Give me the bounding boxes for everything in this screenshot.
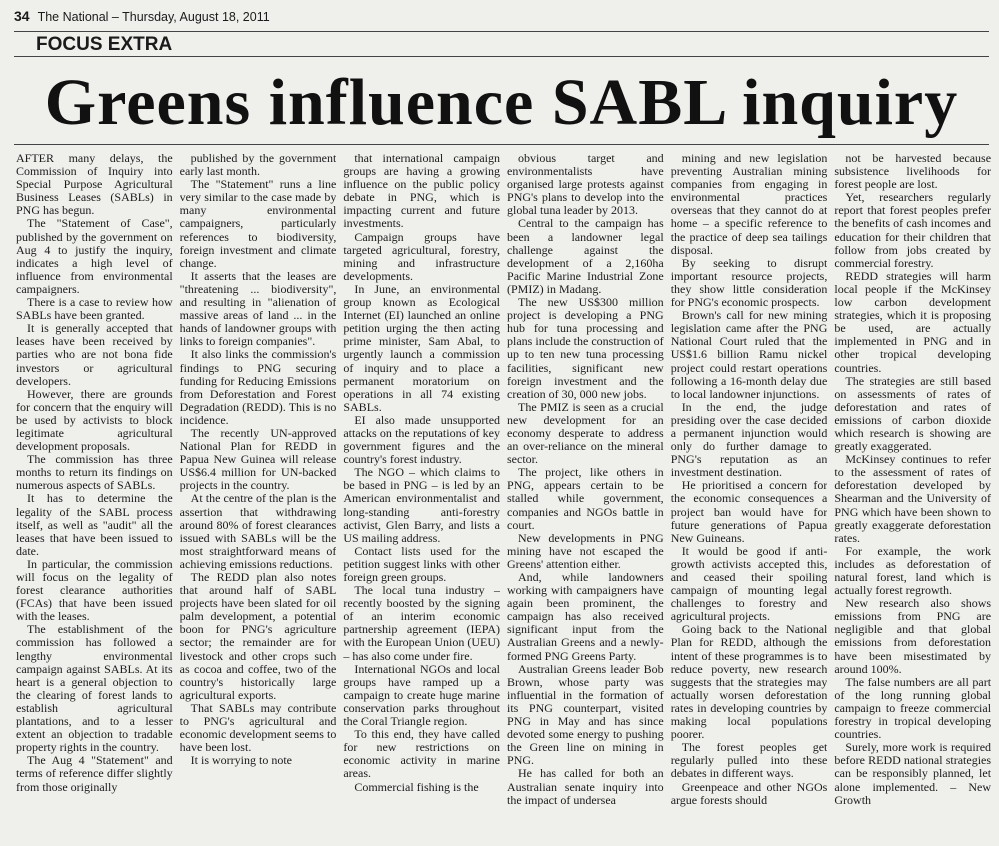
article-paragraph: It also links the commission's findings to PNG securing funding for Reducing Emissions from Deforestation and Forest Degradation (REDD). This is no incidence. [179, 347, 337, 427]
article-paragraph: Commercial fishing is the [354, 779, 479, 794]
article-paragraph: However, there are grounds for concern that the enquiry will be used by activists to block legitimate agricultural development proposals. [16, 386, 173, 454]
article-paragraph: The "Statement" runs a line very similar to the case made by many environmental campaigners, particularly references to biodiversity, foreign investment and climate change. [179, 177, 337, 270]
article-paragraph: At the centre of the plan is the assertion that withdrawing around 80% of forest clearances issued with SABLs will be the most straightforward means of achieving emissions reductions. [179, 491, 337, 571]
article-paragraph: He has called for both an Australian senate inquiry into the impact of undersea [507, 766, 664, 807]
article-paragraph: Australian Greens leader Bob Brown, whose party was influential in the formation of its PNG counterpart, visited PNG in May and has since devoted some energy to pushing the Green line on mining in PNG. [507, 661, 664, 768]
article-paragraph: In June, an environmental group known as Ecological Internet (EI) launched an online petition urging the then acting prime minister, Sam Abal, to urgently launch a commission of inquiry and to place a permanent moratorium on operations in all 74 existing SABLs. [343, 281, 501, 414]
article-paragraph: The new US$300 million project is developing a PNG hub for tuna processing and plans include the construction of up to ten new tuna processing facilities, significant new foreign investment and the creation of 30, 000 new jobs. [507, 295, 664, 401]
article-paragraph: Campaign groups have targeted agricultural, forestry, mining and infrastructure developments. [343, 229, 501, 283]
article-paragraph: The strategies are still based on assessments of rates of deforestation and rates of emissions of carbon dioxide which research is showing are greatly exaggerated. [834, 373, 992, 454]
publication-line: The National – Thursday, August 18, 2011 [37, 10, 270, 24]
article-paragraph: Going back to the National Plan for REDD, although the intent of these programmes is to reduce poverty, new research suggests that the strategies may actually worsen deforestation rates in developing countries by making local populations poorer. [670, 622, 828, 742]
article-paragraph: By seeking to disrupt important resource projects, they show little consideration for PNG's economic prospects. [670, 255, 828, 310]
article-paragraph: To this end, they have called for new restrictions on economic activity in marine areas. [343, 727, 501, 781]
article-paragraph: The local tuna industry – recently boosted by the signing of an interim economic partnership agreement (IEPA) with the European Union (UEU) – has also come under fire. [343, 583, 501, 663]
article-paragraph: The Aug 4 "Statement" and terms of reference differ slightly from those originally [16, 753, 173, 794]
article-paragraph: not be harvested because subsistence livelihoods for forest people are lost. [834, 152, 992, 192]
article-paragraph: International NGOs and local groups have ramped up a campaign to create huge marine conservation parks throughout the Coral Triangle region. [343, 661, 501, 729]
article-paragraph: The recently UN-approved National Plan for REDD in Papua New Guinea will release US$6.4 million for UN-backed projects in the country. [179, 425, 337, 493]
article-paragraph: It has to determine the legality of the SABL process itself, as well as "audit" all the leases that have been issued to date. [16, 491, 173, 558]
article-paragraph: that international campaign groups are having a growing influence on the public policy debate in PNG, which is impacting current and future investments. [343, 152, 501, 231]
article-paragraph: Yet, researchers regularly report that forest peoples prefer the benefits of cash incomes and education for their children that follow from jobs created by commercial forestry. [834, 190, 992, 270]
article-column [16, 152, 173, 842]
article-paragraph: The REDD plan also notes that around half of SABL projects have been slated for oil palm development, a potential boon for PNG's agriculture sector; the remainder are for livestock and other crops such as cocoa and coffee, two of the country's historically large agricultural exports. [179, 570, 337, 702]
article-paragraph: In the end, the judge presiding over the case decided a permanent injunction would only do further damage to PNG's reputation as an investment destination. [670, 399, 828, 480]
page-header [14, 7, 989, 25]
article-paragraph: EI also made unsupported attacks on the reputations of key government figures and the country's forest industry. [343, 412, 501, 467]
article-paragraph: The "Statement of Case", published by the government on Aug 4 to justify the inquiry, indicates a high level of influence from environmental campaigners. [16, 216, 173, 296]
headline: Greens influence SABL inquiry [14, 62, 989, 145]
article-paragraph: The project, like others in PNG, appears certain to be stalled while government, companies and NGOs battle in court. [507, 465, 664, 532]
article-column [507, 152, 664, 842]
article-paragraph: He prioritised a concern for the economic consequences a project ban would have for future generations of Papua New Guineans. [670, 478, 828, 545]
article-paragraph: There is a case to review how SABLs have been granted. [16, 295, 173, 323]
article-paragraph: It would be good if anti-growth activists accepted this, and ceased their spoiling campaign of mounting legal challenges to forestry and agricultural projects. [670, 543, 828, 624]
article-paragraph: REDD strategies will harm local people if the McKinsey low carbon development strategies, which it is proposing be used, are actually implemented in PNG and in other tropical developing countries. [834, 268, 992, 375]
section-label: FOCUS EXTRA [14, 31, 989, 57]
article-paragraph: New research also shows emissions from PNG are negligible and that global emissions from deforestation have been misestimated by around 100%. [834, 596, 992, 676]
article-paragraph: published by the government early last month. [179, 152, 337, 179]
article-column [671, 152, 828, 842]
article-paragraph: New developments in PNG mining have not escaped the Greens' attention either. [507, 530, 664, 571]
page-number: 34 [14, 8, 30, 24]
article-paragraph: Greenpeace and other NGOs argue forests should [670, 779, 828, 807]
article-paragraph: That SABLs may contribute to PNG's agricultural and economic development seems to have been lost. [179, 700, 337, 755]
article-paragraph: The forest peoples get regularly pulled into these debates in different ways. [670, 740, 828, 781]
article-paragraph: It asserts that the leases are "threatening ... biodiversity", and resulting in "alienation of massive areas of land ... in the hands of landowner groups with links to foreign companies". [179, 268, 337, 349]
article-paragraph: It is generally accepted that leases have been received by parties who are not bona fide investors or agricultural developers. [16, 321, 173, 388]
article-paragraph: In particular, the commission will focus on the legality of forest clearance authorities (FCAs) that have been issued with the leases. [16, 556, 173, 624]
article-paragraph: AFTER many delays, the Commission of Inquiry into Special Purpose Agricultural Business Leases (SABLs) in PNG has begun. [16, 152, 173, 218]
article-paragraph: mining and new legislation preventing Australian mining companies from engaging in environmental practices overseas that they cannot do at home – a specific reference to the practice of deep sea tailings disposal. [670, 152, 828, 257]
article-paragraph: It is worrying to note [190, 753, 292, 768]
article-paragraph: The false numbers are all part of the long running global campaign to freeze commercial forestry in tropical developing countries. [834, 674, 992, 742]
article-body [16, 152, 991, 842]
article-paragraph: And, while landowners working with campaigners have again been prominent, the campaign has also received significant input from the Australian Greens and a newly-formed PNG Greens Party. [507, 570, 664, 663]
article-paragraph: The PMIZ is seen as a crucial new development for an economy desperate to address an over-reliance on the mineral sector. [507, 399, 664, 467]
article-paragraph: McKinsey continues to refer to the assessment of rates of deforestation developed by Shearman and the University of PNG which have been shown to greatly exaggerate deforestation rates. [834, 452, 992, 545]
article-column [834, 152, 991, 842]
article-paragraph: For example, the work includes as deforestation of natural forest, land which is actually forest regrowth. [834, 543, 992, 598]
article-paragraph: Surely, more work is required before REDD national strategies can be responsibly planned, let alone implemented. – New Growth [834, 740, 992, 807]
article-column [343, 152, 500, 842]
article-column [180, 152, 337, 842]
article-paragraph: Contact lists used for the petition suggest links with other foreign green groups. [343, 543, 501, 584]
article-paragraph: The NGO – which claims to be based in PNG – is led by an American environmentalist and long-standing anti-forestry activist, Glen Barry, and lists a US mailing address. [343, 465, 501, 545]
article-paragraph: Brown's call for new mining legislation came after the PNG National Court ruled that the US$1.6 billion Ramu nickel project could restart operations following a 16-month delay due to local landowner injunctions. [670, 308, 828, 401]
article-paragraph: obvious target and environmentalists have organised large protests against PNG's plans to develop into the global tuna leader by 2013. [507, 152, 664, 218]
article-paragraph: Central to the campaign has been a landowner legal challenge against the development of a 2,160ha Pacific Marine Industrial Zone (PMIZ) in Madang. [507, 216, 664, 296]
article-paragraph: The establishment of the commission has followed a lengthy environmental campaign against SABLs. At its heart is a general objection to the clearing of forest lands to establish agricultural plantations, and to a lesser extent an objection to tradable property rights in the country. [16, 622, 173, 755]
article-paragraph: The commission has three months to return its findings on numerous aspects of SABLs. [16, 452, 173, 493]
